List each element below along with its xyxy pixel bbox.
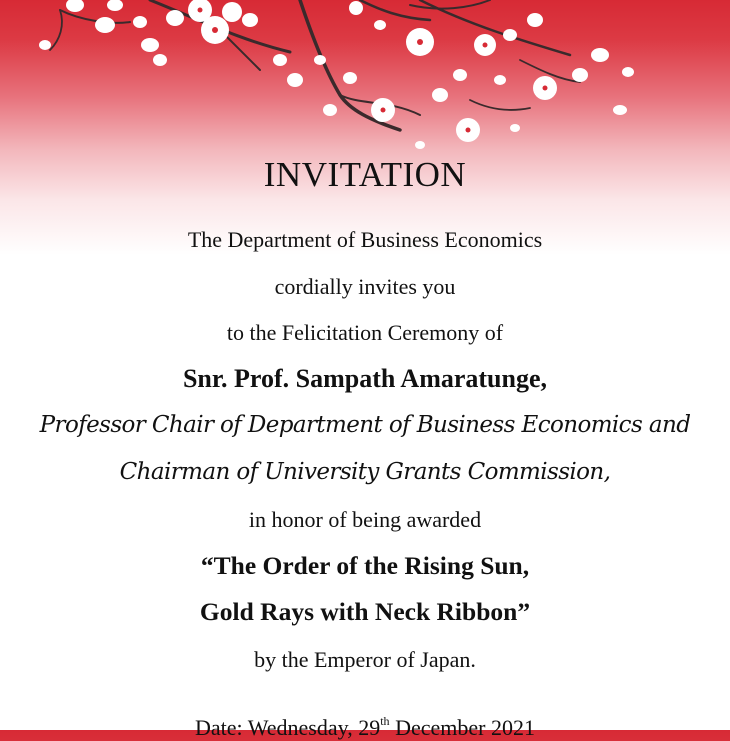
- date-prefix: Date: Wednesday, 29: [195, 715, 381, 740]
- role-line-2: Chairman of University Grants Commission,: [119, 459, 611, 485]
- date-ordinal-suffix: th: [380, 714, 390, 728]
- date-rest: December 2021: [389, 715, 535, 740]
- emperor-line: by the Emperor of Japan.: [254, 647, 476, 672]
- award-line-1: “The Order of the Rising Sun,: [200, 551, 530, 580]
- role-line-1: Professor Chair of Department of Business Economics and: [39, 412, 691, 438]
- invites-line: cordially invites you: [274, 274, 456, 299]
- honoree-name: Snr. Prof. Sampath Amaratunge,: [182, 364, 548, 393]
- ceremony-line: to the Felicitation Ceremony of: [226, 320, 504, 345]
- event-date: [0, 715, 730, 741]
- branch-lines: [50, 0, 580, 130]
- invitation-title: INVITATION: [263, 155, 467, 194]
- department-line: The Department of Business Economics: [187, 227, 543, 252]
- award-line-2: Gold Rays with Neck Ribbon”: [199, 597, 531, 626]
- cherry-blossom-branch: [0, 0, 730, 150]
- honor-line: in honor of being awarded: [248, 507, 482, 532]
